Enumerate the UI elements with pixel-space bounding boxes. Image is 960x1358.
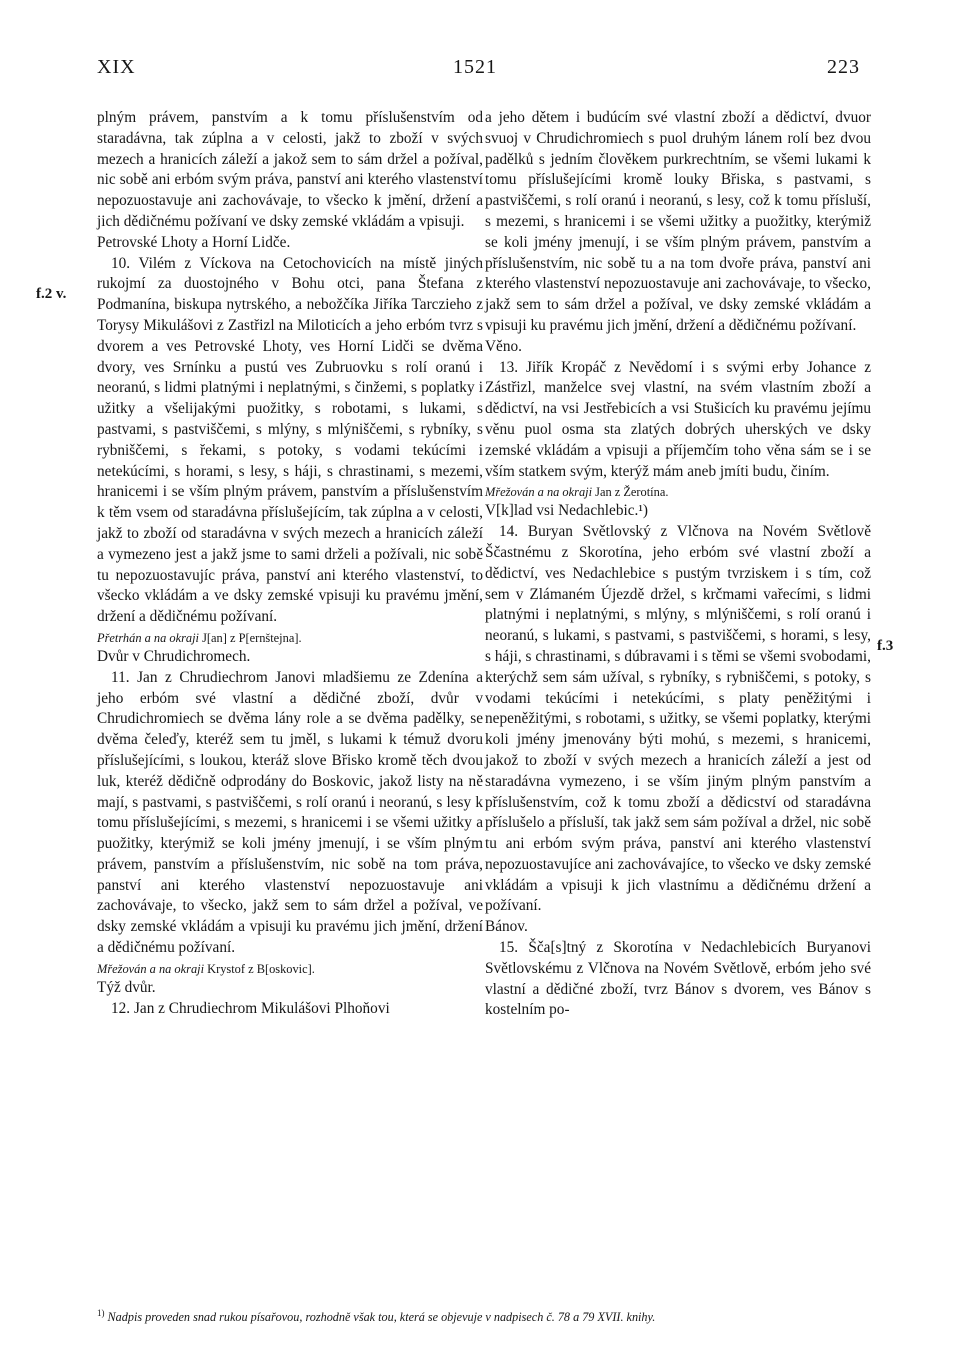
running-head-year: 1521 xyxy=(453,56,497,78)
scribal-note xyxy=(485,483,871,501)
section-heading: Dvůr v Chrudichromech. xyxy=(97,647,251,665)
section-heading: Týž dvůr. xyxy=(97,978,156,996)
running-head-volume: XIX xyxy=(97,56,136,78)
right-text-column xyxy=(485,108,871,1021)
scribal-note xyxy=(97,960,483,978)
entry-continuation: a jeho dětem i budúcím své vlastní zboží a dědictví, dvuor svuoj v Chrudichromiech s puol druhým lánem rolí bez dvou padělků s jedním člověkem purkrechtním, se všemi lukami k tomu příslušejícími kromě louky Břiska, s pastvami, s pastviščemi, s rolí oranú i neoranú, s lesy, což k tomu přísluší, s mezemi, s hranicemi i se všemi užitky a puožitky, kterýmiž se koli jmény jmenují, i se vším plným právem, panstvím a příslušenstvím, nic sobě tu a na tom dvoře práva, panství ani kterého vlastenství nepozuostavuje ani zachovávaje, to všecko, jakž sem to sám držel a požíval, ve dsky zemské vkládám a vpisuji ku pravému jich jmění, držení a dědičnému požívaní. xyxy=(485,109,871,334)
page-number: 223 xyxy=(827,56,860,78)
entry-continuation: plným právem, panstvím a k tomu příslušenstvím od staradávna, tak zúplna a v celosti, jakž to zboží v svých mezech a hranicích záleží a jakož sem to sám držel a požíval, nic sobě ani erbóm svým práva, panství ani kterého vlastenství nepozuostavuje ani zachovávaje, to všecko k jmění, držení a jich dědičnému požívaní ve dsky zemské vkládám a vpisuji. xyxy=(97,109,483,230)
note-text: Mřežován a na okraji xyxy=(97,961,205,976)
entry-14: 14. Buryan Světlovský z Vlčnova na Novém Světlově Ščastnému z Skorotína, jeho erbóm své vlastní zboží a dědictví, ves Nedachlebice s pustým tvrziskem i s tím, což sem v Zlámaném Újezdě držel, s krčmami vařecími, s lidmi platnými i neplatnými, s mlýny, s mlýniščemi, s rolí oranú i neoranú, s lukami, s pastvami, s pastviščemi, s horami, s lesy, s háji, s chrastinami, s dúbravami i s těmi se všemi svobodami, kterýchž sem sám užíval, s rybníky, s rybniščemi, s potoky, s vodami tekúcími i netekúcími, s platy peněžitými i nepeněžitými, s robotami, s užitky, se všemi poplatky, kterými koli jmény jmenovány býti mohú, s mezemi, s hranicemi, jakož to zboží v svých mezech a hranicích záleží a jest od staradávna vymezeno, i se vším jiným plným panstvím a příslušenstvím, což k tomu zboží a dědicství od staradávna příslušelo a přísluší, tak jakž sem sám požíval a držel, nic sobě tu ani erbóm svým práva, panství ani kterého vlastenství nepozuostavujíce ani zachovávajíce, to všecko ve dsky zemské vkládám a vpisuji k jich vlastnímu a dědičnému držení a požívaní. xyxy=(485,523,871,915)
footnote-text: Nadpis proveden snad rukou písařovou, rozhodně však tou, která se objevuje v nadpisech č. 78 a 79 XVII. knihy. xyxy=(107,1310,656,1325)
section-heading: Bánov. xyxy=(485,918,528,936)
scribal-note xyxy=(97,629,483,647)
note-signature: J[an] z P[ernštejna]. xyxy=(202,630,302,645)
section-heading: Petrovské Lhoty a Horní Lidče. xyxy=(97,233,291,251)
entry-11: 11. Jan z Chrudiechrom Janovi mladšiemu ze Zdenína a jeho erbóm své vlastní a dědičné zboží, dvůr v Chrudichromiech se dvěma lány role a se dvěma padělky, se dvěma čeleďy, kteréž sem tu jměl, s lukami k témuž dvoru příslušejícími, s loukou, kteráž slove Břisko kromě těch dvou luk, kteréž dědičně odprodány do Boskovic, jakož listy na ně mají, s pastvami, s pastviščemi, s rolí oranú i neoranú, s lesy k tomu příslušejícími, s mezemi, s hranicemi i se všemi užitky a puožitky, kterýmiž se koli jmény jmenují, i se vším plným právem, panstvím a příslušenstvím, nic sobě na tom práva, panství ani kterého vlastenství nepozuostavuje ani zachovávaje, to všecko, jakž sem to sám držel a požíval, ve dsky zemské vkládám a vpisuji ku pravému jich jmění, držení a dědičnému požívaní. xyxy=(97,668,483,957)
entry-10: 10. Vilém z Víckova na Cetochovicích na místě jiných rukojmí za duostojného v Bohu otci, pana Štefana z Podmanína, biskupa nytrského, a nebožčíka Jiříka Tarczieho z Torysy Mikulášovi z Zastřizl na Miloticích a jeho erbóm tvrz s dvorem a ves Petrovské Lhoty, ves Horní Lidči se dvěma dvory, ves Srnínku a pustú ves Zubruovku s rolí oranú i neoranú, s lidmi platnými i neplatnými, s činžemi, s poplatky i užitky a všelijakými puožitky, s robotami, s lukami, s pastvami, s pastviščemi, s mlýny, s mlýniščemi, s rybníky, s rybniščemi, s řekami, s potoky, s vodami tekúcími i netekúcími, s horami, s lesy, s háji, s chrastinami, s mezemi, hranicemi i se vším plným právem, panstvím a příslušenstvím k těm vsem od staradávna příslušejícím, tak zúplna a v celosti, jakž to zboží od staradávna v svých mezech a hranicích záleží a vymezeno jest a jakž jsme to sami drželi a požívali, nic sobě tu nepozuostavujíc práva, panství ani kterého vlastenství, to všecko vkládám a ve dsky zemské vpisuji ku pravému jmění, držení a dědičnému požívaní. xyxy=(97,254,483,626)
entry-15: 15. Šča[s]tný z Skorotína v Nedachlebicích Buryanovi Světlovskému z Vlčnova na Novém Světlově, erbóm jeho své vlastní a dědičné zboží, tvrz Bánov s dvorem, ves Bánov s kostelním po- xyxy=(485,939,871,1019)
footnote xyxy=(97,1308,897,1325)
folio-margin-note-left: f.2 v. xyxy=(36,286,67,302)
footnote-mark: 1) xyxy=(97,1308,105,1318)
entry-12: 12. Jan z Chrudiechrom Mikulášovi Plhoňovi xyxy=(111,999,390,1017)
note-text: Mřežován a na okraji xyxy=(485,485,593,500)
entry-13: 13. Jiřík Kropáč z Nevědomí i s svými erby Johance z Zástřizl, manželce svej vlastní, na svém vlastním zboží a dědictví, na vsi Jestřebicích a vsi Stušicích ku pravému jejímu věnu puol osma sta zlatých dobrých uherských ve dsky zemské vkládám a vpisuji a příjemčím toho věna sám se i se vším statkem svým, kterýž mám aneb jmíti budu, činím. xyxy=(485,358,871,480)
left-text-column xyxy=(97,108,483,1019)
section-heading: Věno. xyxy=(485,337,522,355)
folio-margin-note-right: f.3 xyxy=(877,638,894,654)
note-signature: Krystof z B[oskovic]. xyxy=(207,961,315,976)
section-heading: V[k]lad vsi Nedachlebic.¹) xyxy=(485,502,649,520)
note-text: Přetrhán a na okraji xyxy=(97,630,199,645)
note-signature: Jan z Žerotína. xyxy=(595,485,669,500)
